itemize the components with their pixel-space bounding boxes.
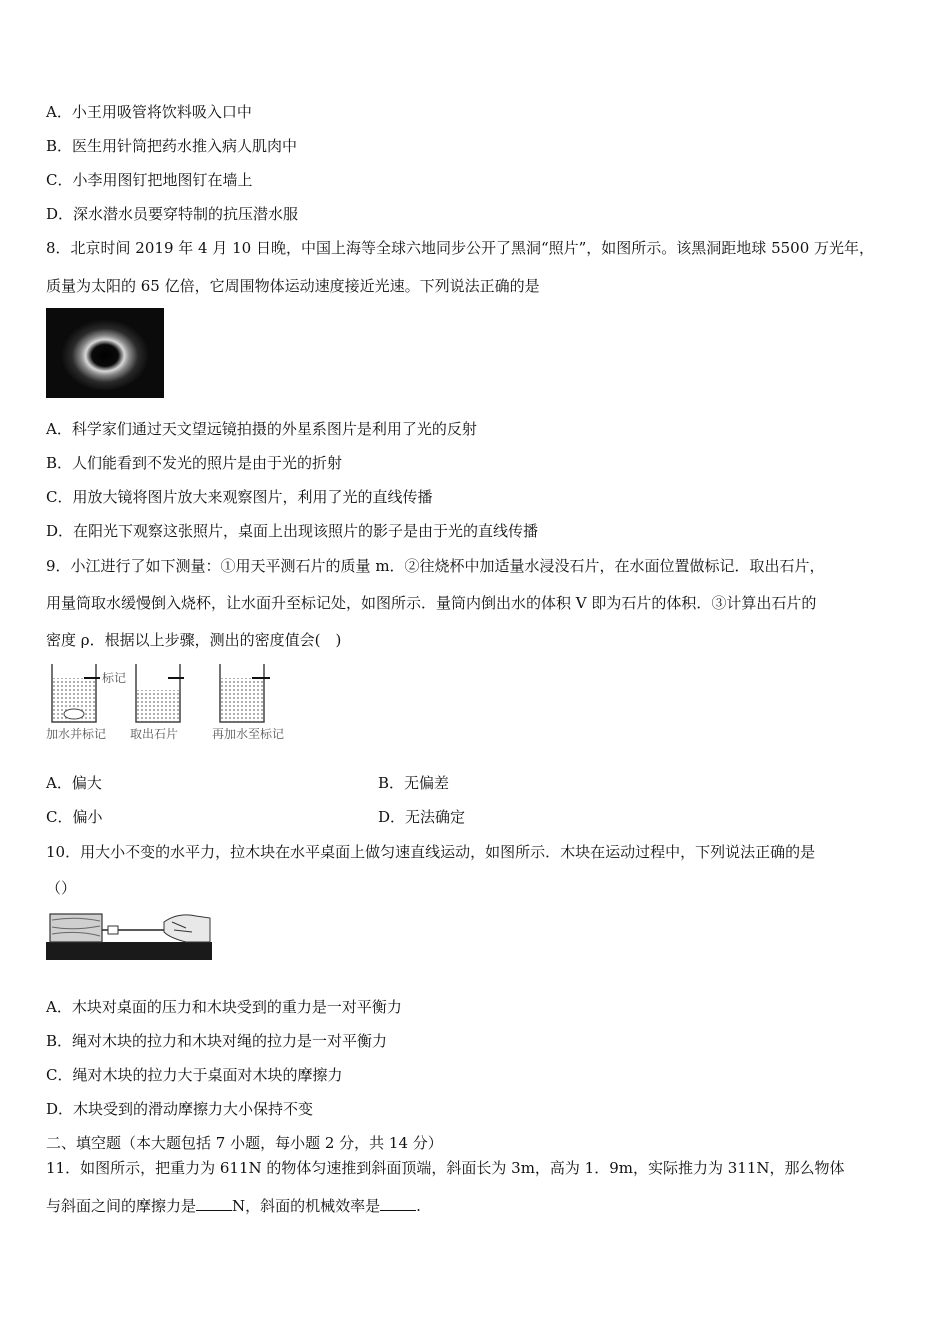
q9-stem-line3: 密度 ρ．根据以上步骤，测出的密度值会( ) [46, 631, 342, 649]
beaker-3 [220, 664, 270, 722]
q11-stem-line1: 11．如图所示，把重力为 611N 的物体匀速推到斜面顶端，斜面长为 3m，高为 1．9m，实际推力为 311N，那么物体 [46, 1159, 845, 1177]
q10-stem-line1: 10．用大小不变的水平力，拉木块在水平桌面上做匀速直线运动，如图所示．木块在运动过程中，下列说法正确的是 [46, 843, 816, 861]
q10-option-b: B．绳对木块的拉力和木块对绳的拉力是一对平衡力 [46, 1032, 388, 1050]
q11-stem-line2 [46, 1196, 421, 1216]
q8-option-a: A．科学家们通过天文望远镜拍摄的外星系图片是利用了光的反射 [46, 420, 477, 438]
caption-remove-stone: 取出石片 [130, 727, 179, 741]
beaker-figure [44, 660, 304, 744]
q9-option-d: D．无法确定 [378, 808, 466, 826]
wood-block-figure [46, 908, 212, 960]
q9-stem-line2: 用量筒取水缓慢倒入烧杯，让水面升至标记处，如图所示．量筒内倒出水的体积 V 即为石片的体积．③计算出石片的 [46, 594, 817, 612]
q10-option-d: D．木块受到的滑动摩擦力大小保持不变 [46, 1100, 314, 1118]
q11-text-a: 与斜面之间的摩擦力是 [46, 1197, 197, 1215]
q9-stem-line1: 9．小江进行了如下测量：①用天平测石片的质量 m．②往烧杯中加适量水浸没石片，在水面位置做标记．取出石片， [46, 557, 825, 575]
q8-stem-line1: 8．北京时间 2019 年 4 月 10 日晚，中国上海等全球六地同步公开了黑洞“照片”，如图所示。该黑洞距地球 5500 万光年， [46, 239, 875, 257]
q9-option-c: C．偏小 [46, 808, 103, 826]
beaker-2 [136, 664, 184, 722]
q8-option-d: D．在阳光下观察这张照片，桌面上出现该照片的影子是由于光的直线传播 [46, 522, 539, 540]
q7-option-b: B．医生用针筒把药水推入病人肌肉中 [46, 137, 298, 155]
mark-label: 标记 [102, 671, 127, 685]
q11-text-b: N，斜面的机械效率是 [232, 1197, 381, 1215]
q10-option-a: A．木块对桌面的压力和木块受到的重力是一对平衡力 [46, 998, 402, 1016]
caption-add-water: 加水并标记 [46, 727, 107, 741]
q9-option-b: B．无偏差 [378, 774, 450, 792]
caption-refill: 再加水至标记 [212, 727, 285, 741]
q7-option-d: D．深水潜水员要穿特制的抗压潜水服 [46, 205, 299, 223]
q9-option-a: A．偏大 [46, 774, 102, 792]
q11-text-c: . [416, 1197, 421, 1215]
q7-option-c: C．小李用图钉把地图钉在墙上 [46, 171, 253, 189]
section-title: 二、填空题（本大题包括 7 小题，每小题 2 分，共 14 分） [46, 1134, 443, 1152]
q8-option-c: C．用放大镜将图片放大来观察图片，利用了光的直线传播 [46, 488, 433, 506]
efficiency-blank[interactable] [380, 1196, 416, 1211]
q10-option-c: C．绳对木块的拉力大于桌面对木块的摩擦力 [46, 1066, 343, 1084]
q8-stem-line2: 质量为太阳的 65 亿倍，它周围物体运动速度接近光速。下列说法正确的是 [46, 277, 540, 295]
beaker-1 [52, 664, 126, 722]
friction-blank[interactable] [196, 1196, 232, 1211]
black-hole-image [46, 308, 164, 398]
q8-option-b: B．人们能看到不发光的照片是由于光的折射 [46, 454, 343, 472]
q7-option-a: A．小王用吸管将饮料吸入口中 [46, 103, 252, 121]
q10-stem-line2: （） [46, 879, 77, 897]
